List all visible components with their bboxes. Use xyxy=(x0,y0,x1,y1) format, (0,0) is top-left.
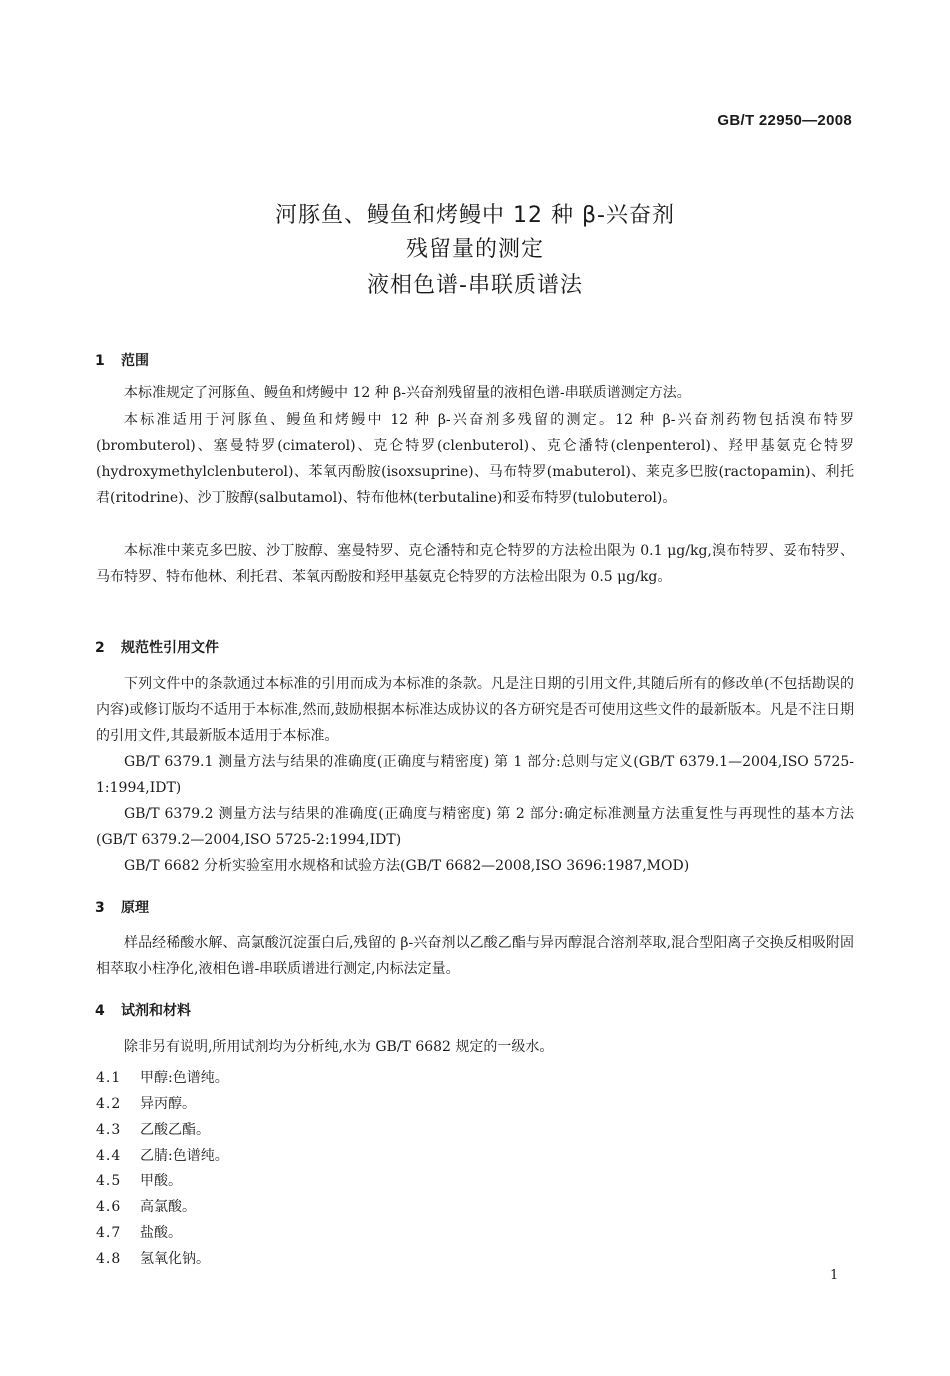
list-item xyxy=(96,1248,210,1268)
list-item xyxy=(96,1093,196,1113)
section-4-paragraph-1: 除非另有说明,所用试剂均为分析纯,水为 GB/T 6682 规定的一级水。 xyxy=(124,1039,554,1055)
list-item-number: 4.4 xyxy=(96,1148,122,1164)
page-number: 1 xyxy=(830,1268,839,1283)
section-4-heading xyxy=(95,1000,191,1020)
list-item xyxy=(96,1067,229,1087)
list-item-text: 盐酸。 xyxy=(140,1225,182,1241)
list-item-text: 氢氧化钠。 xyxy=(140,1251,210,1267)
section-2-number: 2 xyxy=(95,640,105,656)
list-item-number: 4.2 xyxy=(96,1096,122,1112)
list-item-text: 乙酸乙酯。 xyxy=(140,1122,210,1138)
section-2-title: 规范性引用文件 xyxy=(121,640,219,656)
document-title-line-1: 河豚鱼、鳗鱼和烤鳗中 12 种 β-兴奋剂 xyxy=(275,203,675,228)
list-item-number: 4.6 xyxy=(96,1199,122,1215)
list-item-text: 异丙醇。 xyxy=(140,1096,196,1112)
section-2-reference-2: GB/T 6379.2 测量方法与结果的准确度(正确度与精密度) 第 2 部分:确定标准测量方法重复性与再现性的基本方法(GB/T 6379.2—2004,ISO 5725-2:1994,IDT) xyxy=(96,806,854,848)
document-title-line-2: 残留量的测定 xyxy=(405,237,544,262)
section-1-paragraph-2: 本标准适用于河豚鱼、鳗鱼和烤鳗中 12 种 β-兴奋剂多残留的测定。12 种 β-兴奋剂药物包括溴布特罗(brombuterol)、塞曼特罗(cimaterol)、克仑特罗(clenbuterol)、克仑潘特(clenpenterol)、羟甲基氨克仑特罗(hydroxymethylclenbuterol)、苯氧丙酚胺(isoxsuprine)、马布特罗(mabuterol)、莱克多巴胺(ractopamin)、利托君(ritodrine)、沙丁胺醇(salbutamol)、特布他林(terbutaline)和妥布特罗(tulobuterol)。 xyxy=(96,412,854,506)
list-item-number: 4.1 xyxy=(96,1070,122,1086)
list-item-number: 4.8 xyxy=(96,1251,122,1267)
section-1-title: 范围 xyxy=(121,353,149,369)
section-2-reference-1: GB/T 6379.1 测量方法与结果的准确度(正确度与精密度) 第 1 部分:总则与定义(GB/T 6379.1—2004,ISO 5725-1:1994,IDT) xyxy=(96,754,854,796)
section-2-reference-3: GB/T 6682 分析实验室用水规格和试验方法(GB/T 6682—2008,ISO 3696:1987,MOD) xyxy=(124,858,690,874)
section-1-heading xyxy=(95,350,149,370)
section-2-paragraph-1: 下列文件中的条款通过本标准的引用而成为本标准的条款。凡是注日期的引用文件,其随后所有的修改单(不包括勘误的内容)或修订版均不适用于本标准,然而,鼓励根据本标准达成协议的各方研究是否可使用这些文件的最新版本。凡是不注日期的引用文件,其最新版本适用于本标准。 xyxy=(96,676,854,744)
list-item xyxy=(96,1119,210,1139)
list-item xyxy=(96,1222,182,1242)
section-1-paragraph-1: 本标准规定了河豚鱼、鳗鱼和烤鳗中 12 种 β-兴奋剂残留量的液相色谱-串联质谱测定方法。 xyxy=(124,385,691,401)
section-3-heading xyxy=(95,897,149,917)
section-4-title: 试剂和材料 xyxy=(121,1003,191,1019)
list-item xyxy=(96,1170,182,1190)
list-item xyxy=(96,1145,229,1165)
section-1-paragraph-3: 本标准中莱克多巴胺、沙丁胺醇、塞曼特罗、克仑潘特和克仑特罗的方法检出限为 0.1 μg/kg,溴布特罗、妥布特罗、马布特罗、特布他林、利托君、苯氧丙酚胺和羟甲基氨克仑特罗的方法检出限为 0.5 μg/kg。 xyxy=(96,543,854,585)
list-item-number: 4.3 xyxy=(96,1122,122,1138)
list-item xyxy=(96,1196,196,1216)
section-3-number: 3 xyxy=(95,900,105,916)
list-item-text: 乙腈:色谱纯。 xyxy=(140,1148,229,1164)
list-item-number: 4.5 xyxy=(96,1173,122,1189)
section-1-number: 1 xyxy=(95,353,105,369)
list-item-text: 甲酸。 xyxy=(140,1173,182,1189)
list-item-number: 4.7 xyxy=(96,1225,122,1241)
section-4-number: 4 xyxy=(95,1003,105,1019)
list-item-text: 高氯酸。 xyxy=(140,1199,196,1215)
section-3-title: 原理 xyxy=(121,900,149,916)
list-item-text: 甲醇:色谱纯。 xyxy=(140,1070,229,1086)
standard-code: GB/T 22950—2008 xyxy=(717,112,852,129)
document-title-line-3: 液相色谱-串联质谱法 xyxy=(367,273,583,298)
section-2-heading xyxy=(95,637,219,657)
section-3-paragraph-1: 样品经稀酸水解、高氯酸沉淀蛋白后,残留的 β-兴奋剂以乙酸乙酯与异丙醇混合溶剂萃取,混合型阳离子交换反相吸附固相萃取小柱净化,液相色谱-串联质谱进行测定,内标法定量。 xyxy=(96,935,854,977)
